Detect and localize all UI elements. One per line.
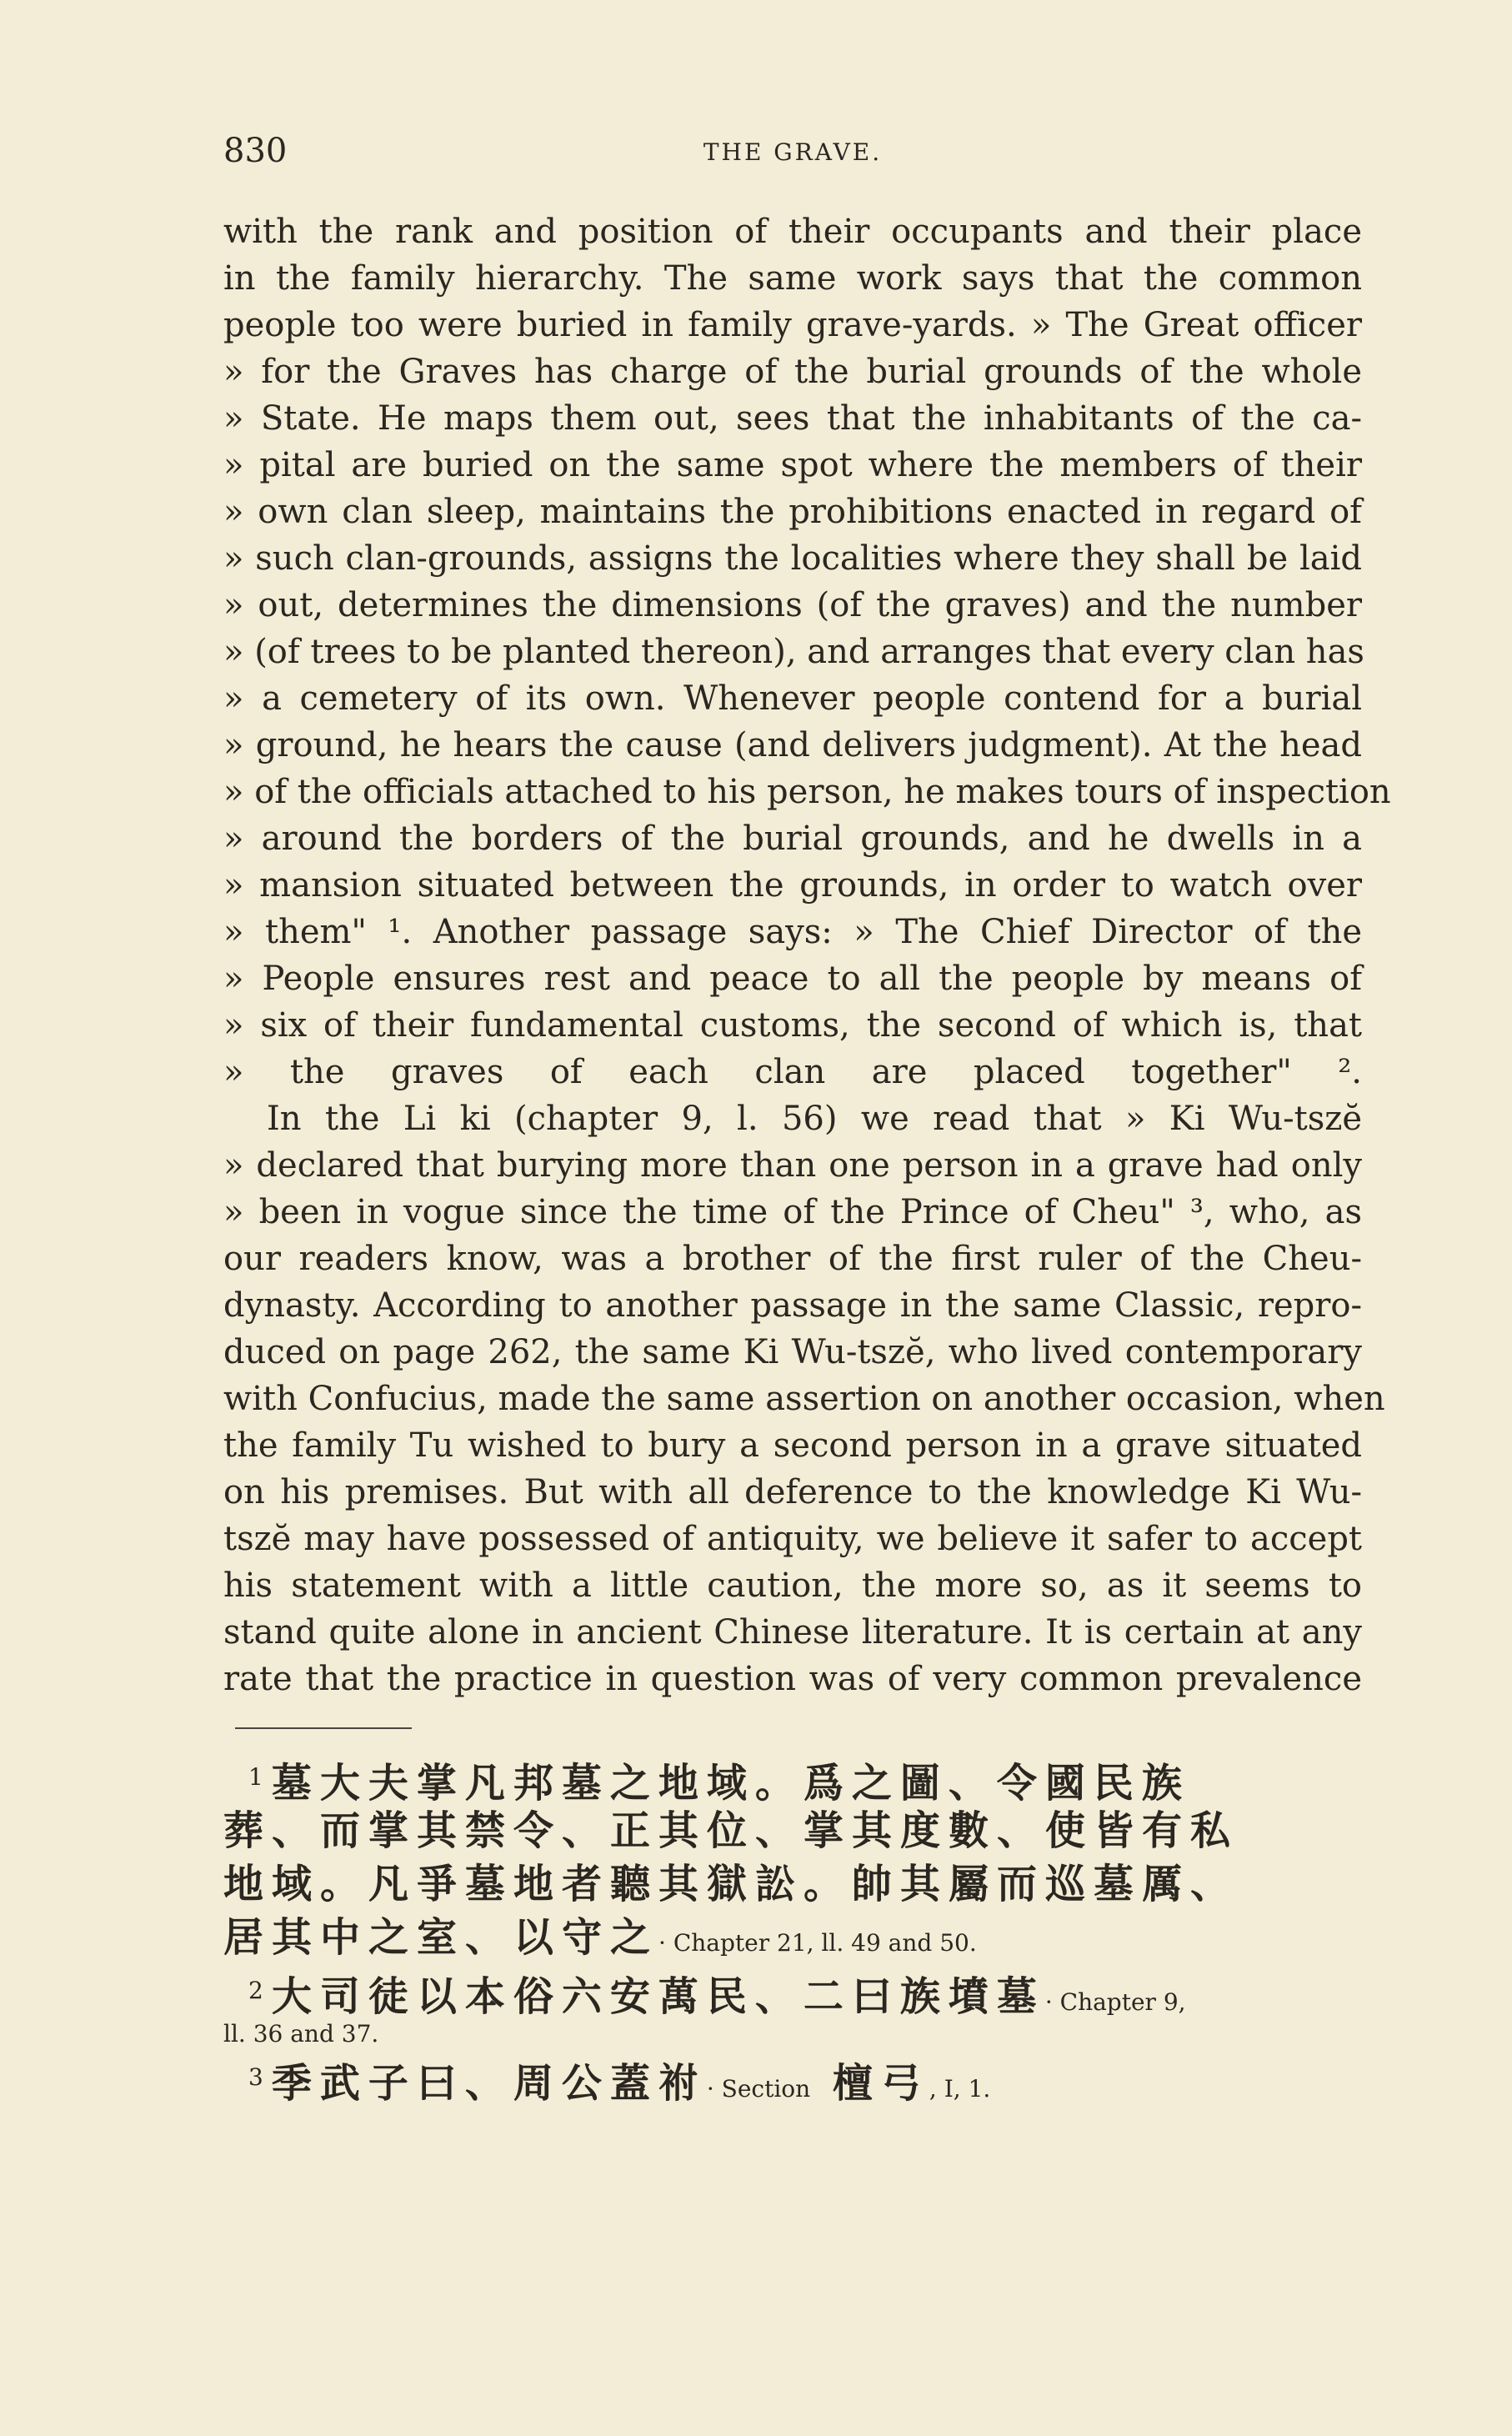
page-header xyxy=(223,132,1362,173)
body-line: » own clan sleep, maintains the prohibitions enacted in regard of xyxy=(223,493,1362,531)
footnote-1-line-3 xyxy=(223,1857,1362,1911)
body-line: » mansion situated between the grounds, in order to watch over xyxy=(223,866,1362,905)
footnote-1-line-4 xyxy=(223,1911,1362,1964)
body-line: duced on page 262, the same Ki Wu-tszĕ, who lived contemporary xyxy=(223,1333,1362,1371)
footnote-2-reference: · Chapter 9, xyxy=(1044,1988,1186,2016)
footnote-3-section-chinese: 檀弓 xyxy=(832,2060,929,2107)
footnote-2-line-2 xyxy=(223,2017,1362,2051)
body-line: dynasty. According to another passage in the same Classic, repro- xyxy=(223,1286,1362,1325)
footnote-1-number: 1 xyxy=(248,1763,263,1791)
footnote-1-chinese-3: 地域。凡爭墓地者聽其獄訟。帥其屬而巡墓厲、 xyxy=(223,1861,1239,1907)
body-line: » declared that burying more than one person in a grave had only xyxy=(223,1146,1362,1185)
footnotes xyxy=(223,1751,1362,2107)
body-line: in the family hierarchy. The same work says that the common xyxy=(223,259,1362,298)
body-line: on his premises. But with all deference to the knowledge Ki Wu- xyxy=(223,1473,1362,1511)
body-line: our readers know, was a brother of the first ruler of the Cheu- xyxy=(223,1240,1362,1278)
footnote-1-chinese-4: 居其中之室、以守之 xyxy=(223,1914,659,1961)
footnote-1-reference: · Chapter 21, ll. 49 and 50. xyxy=(658,1929,977,1957)
body-line: tszĕ may have possessed of antiquity, we believe it safer to accept xyxy=(223,1520,1362,1558)
body-line: In the Li ki (chapter 9, l. 56) we read that » Ki Wu-tszĕ xyxy=(267,1100,1362,1138)
body-line: » them" ¹. Another passage says: » The Chief Director of the xyxy=(223,913,1362,951)
body-line: rate that the practice in question was of very common prevalence xyxy=(223,1660,1362,1698)
body-line: » (of trees to be planted thereon), and arranges that every clan has xyxy=(223,633,1364,671)
footnote-1-line-1 xyxy=(223,1751,1362,1807)
body-line: » of the officials attached to his person, he makes tours of inspection xyxy=(223,773,1391,811)
body-line: » been in vogue since the time of the Prince of Cheu" ³, who, as xyxy=(223,1193,1362,1231)
footnote-2-continuation: ll. 36 and 37. xyxy=(223,2020,379,2048)
body-line: with Confucius, made the same assertion on another occasion, when xyxy=(223,1380,1385,1418)
running-title: THE GRAVE. xyxy=(703,138,883,166)
footnote-3-line-1 xyxy=(223,2051,1362,2107)
footnote-2-chinese: 大司徒以本俗六安萬民、二曰族墳墓 xyxy=(271,1973,1045,2020)
footnote-3-number: 3 xyxy=(248,2063,263,2091)
body-line: » State. He maps them out, sees that the inhabitants of the ca- xyxy=(223,399,1362,438)
body-line: with the rank and position of their occupants and their place xyxy=(223,213,1362,251)
body-line: the family Tu wished to bury a second person in a grave situated xyxy=(223,1426,1362,1465)
footnote-1-chinese-2: 葬、而掌其禁令、正其位、掌其度數、使皆有私 xyxy=(223,1807,1239,1854)
body-line: his statement with a little caution, the more so, as it seems to xyxy=(223,1566,1362,1605)
footnote-rule xyxy=(235,1727,412,1729)
footnote-1-line-2 xyxy=(223,1804,1362,1857)
footnote-3-chinese: 季武子曰、周公蓋祔 xyxy=(271,2060,707,2107)
body-line: » such clan-grounds, assigns the localities where they shall be laid xyxy=(223,539,1362,578)
body-line: » a cemetery of its own. Whenever people contend for a burial xyxy=(223,679,1362,718)
page-number: 830 xyxy=(223,132,288,170)
body-line: » out, determines the dimensions (of the graves) and the number xyxy=(223,586,1362,624)
body-line: » for the Graves has charge of the burial grounds of the whole xyxy=(223,353,1362,391)
footnote-2-number: 2 xyxy=(248,1977,263,2004)
body-line: » pital are buried on the same spot where the members of their xyxy=(223,446,1362,484)
body-line: » the graves of each clan are placed together" ². xyxy=(223,1053,1362,1091)
body-line: stand quite alone in ancient Chinese literature. It is certain at any xyxy=(223,1613,1362,1652)
body-line: people too were buried in family grave-yards. » The Great officer xyxy=(223,306,1362,344)
body-line: » ground, he hears the cause (and delivers judgment). At the head xyxy=(223,726,1362,764)
body-line: » People ensures rest and peace to all the people by means of xyxy=(223,960,1362,998)
footnote-3-section-number: , I, 1. xyxy=(929,2075,991,2103)
body-line: » around the borders of the burial grounds, and he dwells in a xyxy=(223,820,1362,858)
footnote-2-line-1 xyxy=(223,1964,1362,2020)
body-text xyxy=(223,208,1391,1702)
body-line: » six of their fundamental customs, the second of which is, that xyxy=(223,1006,1362,1045)
footnote-1-chinese-1: 墓大夫掌凡邦墓之地域。爲之圖、令國民族 xyxy=(271,1760,1190,1807)
footnote-3-reference: · Section xyxy=(706,2075,811,2103)
